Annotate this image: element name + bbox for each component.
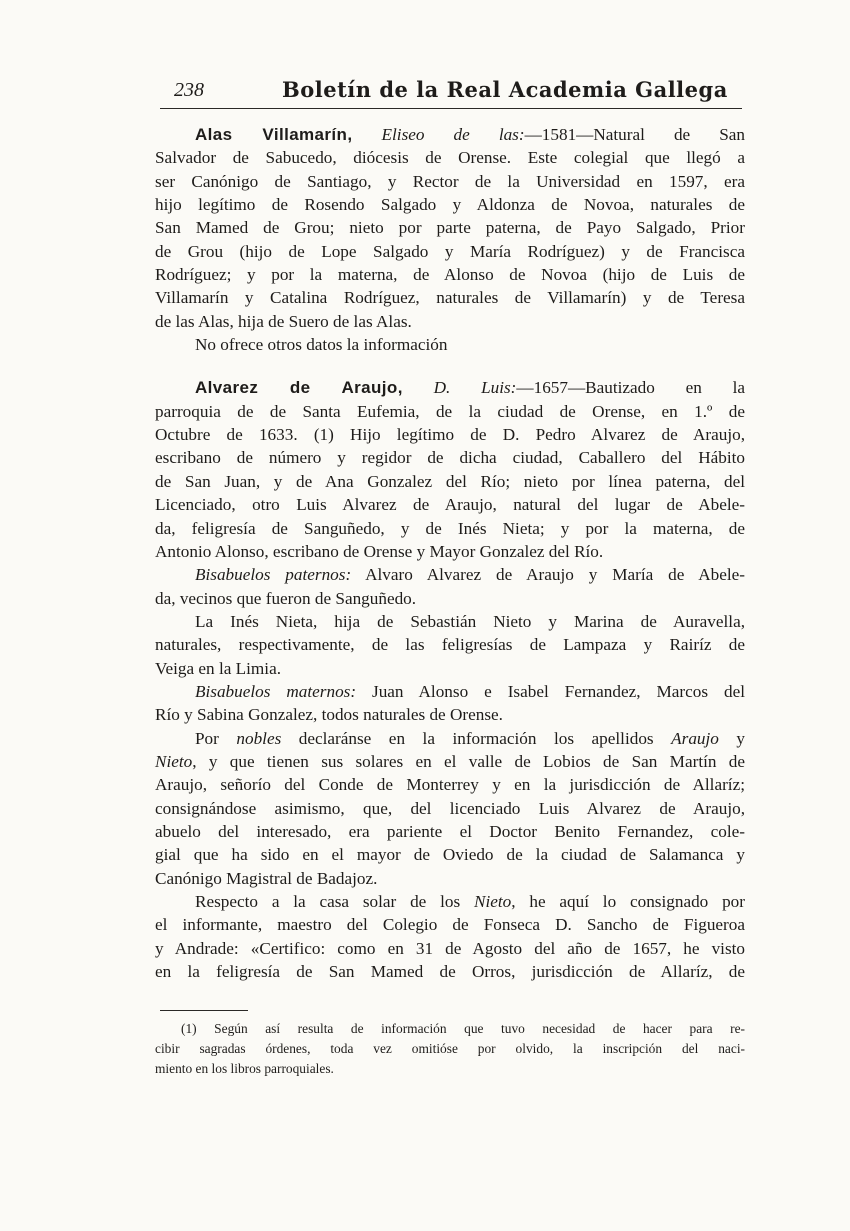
footnote-line: (1) Según así resulta de información que tuvo necesidad de hacer para re-: [181, 1021, 745, 1036]
text-line: consignándose asimismo, que, del licenciado Luis Alvarez de Araujo,: [155, 798, 745, 818]
page-header: [160, 74, 742, 109]
text-line: Respecto a la casa solar de los Nieto, he aquí lo consignado por: [195, 892, 745, 911]
text-line: el informante, maestro del Colegio de Fonseca D. Sancho de Figueroa: [155, 915, 745, 935]
text-line: parroquia de de Santa Eufemia, de la ciudad de Orense, en 1.º de: [155, 401, 745, 421]
text-line: de las Alas, hija de Suero de las Alas.: [155, 311, 412, 331]
text-line: Nieto, y que tienen sus solares en el valle de Lobios de San Martín de: [155, 751, 745, 771]
footnote-line: miento en los libros parroquiales.: [155, 1061, 334, 1076]
text-line: da, feligresía de Sanguñedo, y de Inés Nieta; y por la materna, de: [155, 518, 745, 538]
text-line: gial que ha sido en el mayor de Oviedo de la ciudad de Salamanca y: [155, 845, 745, 865]
entry-separator: [155, 356, 745, 376]
text-line: hijo legítimo de Rosendo Salgado y Aldonza de Novoa, naturales de: [155, 195, 745, 215]
text-line: de Grou (hijo de Lope Salgado y María Rodríguez) y de Francisca: [155, 241, 745, 261]
text-line: Canónigo Magistral de Badajoz.: [155, 868, 378, 888]
text-line: da, vecinos que fueron de Sanguñedo.: [155, 588, 417, 608]
entry-given-name: Eliseo de las:: [381, 125, 525, 144]
text-line: Bisabuelos paternos: Alvaro Alvarez de Araujo y María de Abele-: [195, 565, 746, 585]
text-line: Villamarín y Catalina Rodríguez, naturales de Villamarín) y de Teresa: [155, 288, 745, 308]
text-line: Rodríguez; y por la materna, de Alonso de Novoa (hijo de Luis de: [155, 265, 745, 285]
text-line: Salvador de Sabucedo, diócesis de Orense. Este colegial que llegó a: [155, 148, 745, 168]
text-line: ser Canónigo de Santiago, y Rector de la Universidad en 1597, era: [155, 171, 745, 191]
text-line: naturales, respectivamente, de las feligresías de Lampaza y Rairíz de: [155, 635, 745, 655]
text-line: Antonio Alonso, escribano de Orense y Mayor Gonzalez del Río.: [155, 541, 604, 561]
text-line: San Mamed de Grou; nieto por parte paterna, de Payo Salgado, Prior: [155, 218, 745, 238]
text-line: en la feligresía de San Mamed de Orros, jurisdicción de Allaríz, de: [155, 962, 745, 982]
entry-heading-line: Alvarez de Araujo, D. Luis:—1657—Bautizado en la: [195, 378, 745, 398]
italic-label: Bisabuelos paternos:: [195, 565, 352, 585]
footnote-rule: [160, 1010, 248, 1011]
italic-label: Bisabuelos maternos:: [195, 681, 357, 701]
body-text: [155, 123, 745, 983]
entry-given-name: D. Luis:: [433, 378, 517, 398]
text-line: abuelo del interesado, era pariente el Doctor Benito Fernandez, cole-: [155, 821, 745, 841]
entry-name: Alas Villamarín,: [195, 125, 353, 144]
text-line: Río y Sabina Gonzalez, todos naturales de Orense.: [155, 705, 503, 725]
running-title: Boletín de la Real Academia Gallega: [282, 77, 728, 102]
text-line: Por nobles declaránse en la información los apellidos Araujo y: [195, 728, 745, 748]
text-line: La Inés Nieta, hija de Sebastián Nieto y Marina de Auravella,: [195, 611, 745, 631]
text-line: de San Juan, y de Ana Gonzalez del Río; nieto por línea paterna, del: [155, 471, 745, 491]
text-line: Octubre de 1633. (1) Hijo legítimo de D. Pedro Alvarez de Araujo,: [155, 425, 745, 445]
entry-name: Alvarez de Araujo,: [195, 378, 403, 398]
text-line: y Andrade: «Certifico: como en 31 de Agosto del año de 1657, he visto: [155, 938, 745, 958]
text-line: No ofrece otros datos la información: [195, 335, 448, 355]
text-line: Licenciado, otro Luis Alvarez de Araujo, natural del lugar de Abele-: [155, 495, 745, 515]
page-number: 238: [174, 79, 204, 101]
text-line: Bisabuelos maternos: Juan Alonso e Isabel Fernandez, Marcos del: [195, 681, 745, 701]
text-line: Araujo, señorío del Conde de Monterrey y en la jurisdicción de Allaríz;: [155, 775, 745, 795]
text-line: Veiga en la Limia.: [155, 658, 281, 678]
entry-heading-line: Alas Villamarín, Eliseo de las:—1581—Natural de San: [195, 125, 746, 144]
footnote-line: cibir sagradas órdenes, toda vez omitióse por olvido, la inscripción del naci-: [155, 1041, 745, 1056]
footnote: [155, 1019, 745, 1079]
text-line: escribano de número y regidor de dicha ciudad, Caballero del Hábito: [155, 448, 745, 468]
